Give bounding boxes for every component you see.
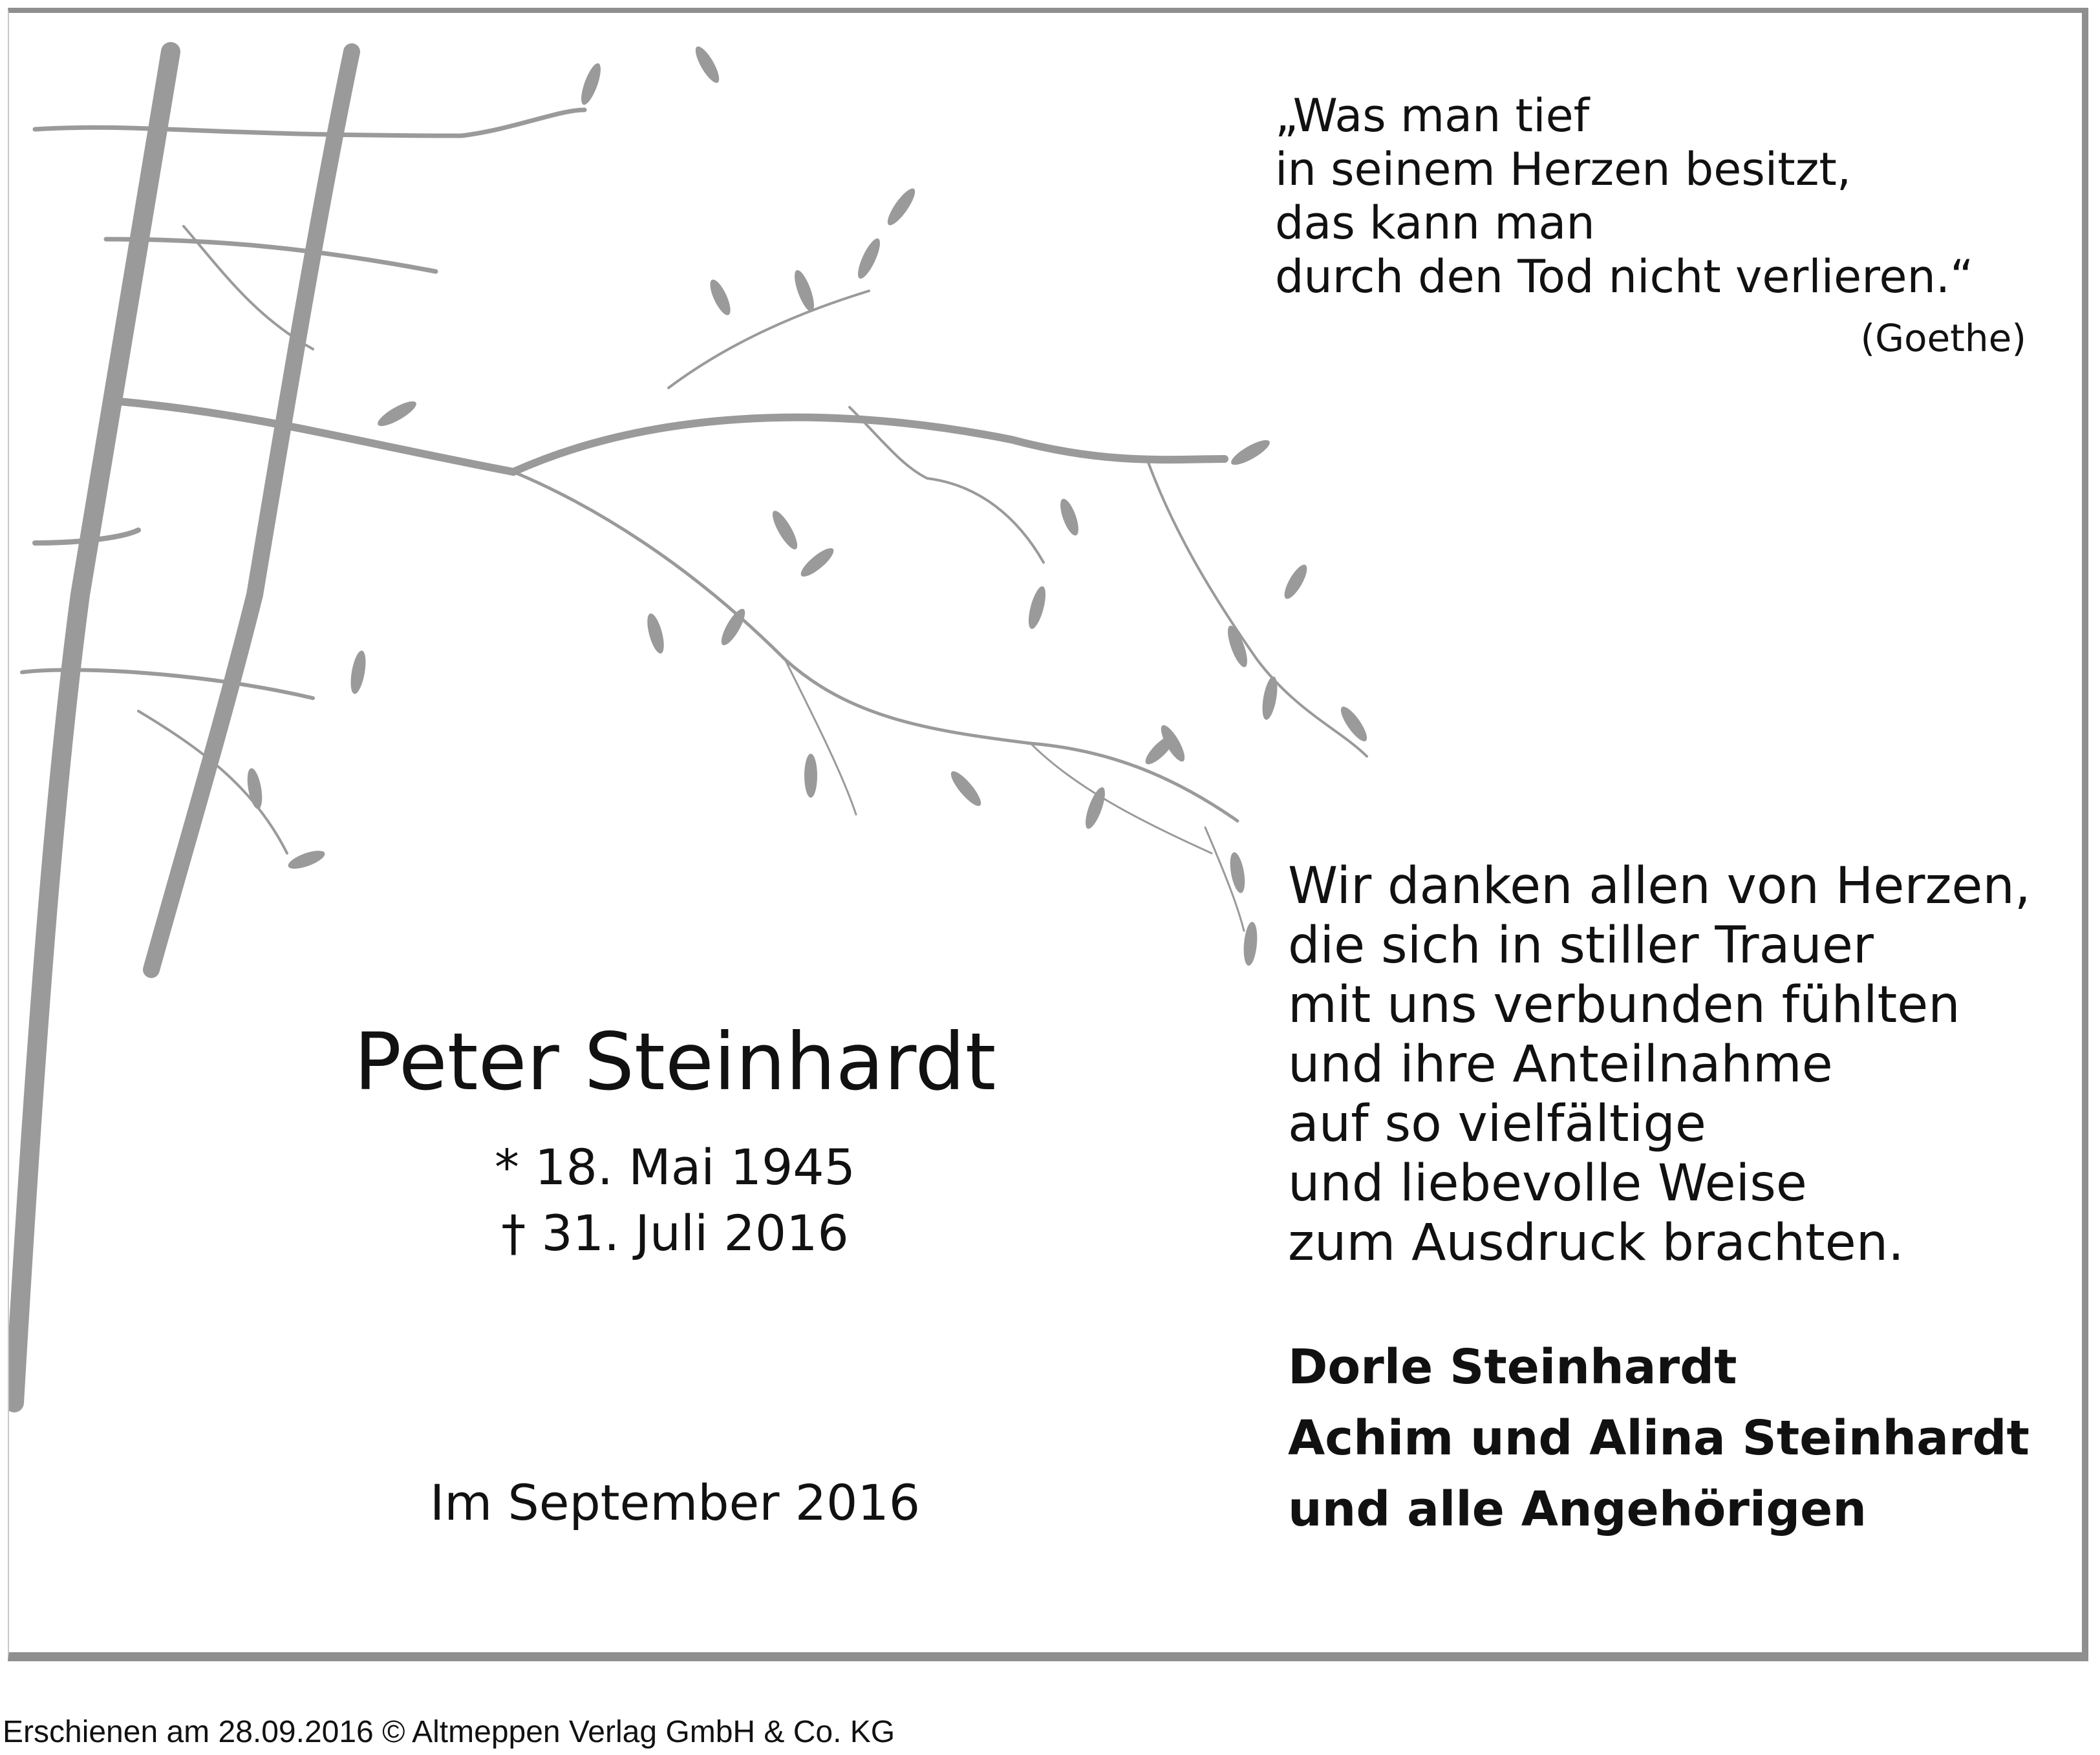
publication-month: Im September 2016	[429, 1474, 921, 1531]
thanks-line: und ihre Anteilnahme	[1288, 1036, 1833, 1094]
birth-date: * 18. Mai 1945	[494, 1138, 855, 1196]
death-date: † 31. Juli 2016	[501, 1204, 849, 1262]
thanks-line: und liebevolle Weise	[1288, 1154, 1807, 1213]
obituary-card	[8, 8, 2088, 1661]
quote-line: in seinem Herzen besitzt,	[1275, 143, 1852, 196]
thanks-line: zum Ausdruck brachten.	[1288, 1214, 1904, 1272]
signer: und alle Angehörigen	[1288, 1482, 1867, 1537]
goethe-quote	[1275, 89, 1973, 304]
signer: Achim und Alina Steinhardt	[1288, 1410, 2030, 1466]
publication-credit: Erschienen am 28.09.2016 © Altmeppen Verlag GmbH & Co. KG	[3, 1715, 895, 1749]
thanks-line: auf so vielfältige	[1288, 1095, 1706, 1153]
quote-line: durch den Tod nicht verlieren.“	[1275, 250, 1974, 303]
signers-list	[1288, 1332, 2030, 1545]
quote-line: das kann man	[1275, 197, 1595, 250]
thanks-line: die sich in stiller Trauer	[1288, 917, 1874, 975]
signer: Dorle Steinhardt	[1288, 1339, 1737, 1395]
thanks-line: Wir danken allen von Herzen,	[1288, 857, 2031, 915]
thanks-message	[1288, 856, 2031, 1273]
deceased-name: Peter Steinhardt	[354, 1016, 996, 1108]
tree-branches-illustration	[9, 13, 1431, 1500]
thanks-line: mit uns verbunden fühlten	[1288, 976, 1960, 1034]
quote-source: (Goethe)	[1860, 316, 2026, 360]
quote-line: „Was man tief	[1275, 89, 1590, 142]
life-dates	[222, 1134, 1128, 1266]
